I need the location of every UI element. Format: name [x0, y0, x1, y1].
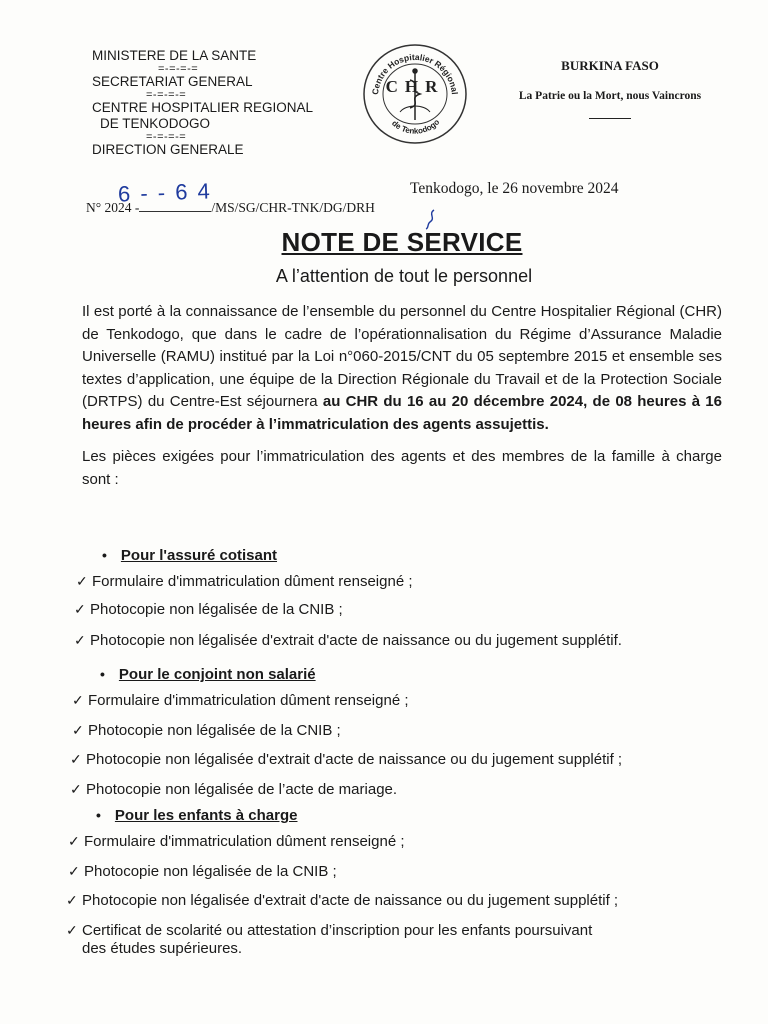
check-icon: ✓ — [72, 721, 84, 738]
country-block — [500, 58, 720, 119]
ministry-name: MINISTERE DE LA SANTE — [92, 48, 257, 63]
check-icon: ✓ — [68, 833, 80, 849]
bullet-icon: • — [96, 807, 101, 823]
reference-suffix: /MS/SG/CHR-TNK/DG/DRH — [211, 200, 375, 215]
check-icon: ✓ — [74, 600, 86, 617]
country-name: BURKINA FASO — [561, 58, 659, 73]
logo-bottom-text: de Tenkodogo — [390, 117, 442, 136]
list-item: ✓ Formulaire d'immatriculation dûment renseigné ; — [0, 570, 768, 594]
section-title: • Pour les enfants à charge — [96, 807, 298, 824]
section-insured — [0, 547, 768, 653]
reference-prefix: N° 2024 - — [86, 200, 140, 215]
divider — [589, 118, 631, 119]
logo-letters: CHR — [385, 77, 445, 96]
list-item-continuation: des études supérieures. — [82, 940, 243, 957]
place-and-date: Tenkodogo, le 26 novembre 2024 — [410, 180, 619, 197]
list-item: ✓ Photocopie non légalisée d'extrait d'acte de naissance ou du jugement supplétif ; — [0, 748, 768, 772]
list-item: ✓ Photocopie non légalisée de la CNIB ; — [0, 719, 768, 743]
section-title: • Pour le conjoint non salarié — [100, 666, 316, 683]
secretariat-name: SECRETARIAT GENERAL — [92, 74, 253, 89]
reference-number — [86, 199, 375, 216]
list-item: ✓ Photocopie non légalisée de la CNIB ; — [0, 860, 768, 884]
check-icon: ✓ — [72, 692, 84, 708]
section-spouse — [0, 666, 768, 801]
check-icon: ✓ — [68, 862, 80, 879]
check-icon: ✓ — [66, 921, 78, 938]
handwritten-reference-number: 6 - - 6 4 — [117, 178, 213, 207]
list-item: ✓ Formulaire d'immatriculation dûment renseigné ; — [0, 689, 768, 713]
check-icon: ✓ — [70, 780, 82, 797]
logo-top-text: Centre Hospitalier Régional — [369, 51, 460, 96]
intro-bold-text: au CHR du 16 au 20 décembre 2024, de 08 heures à 16 heures afin de procéder à l’immatriculation des agents assujettis. — [82, 393, 722, 433]
bullet-icon: • — [100, 666, 105, 682]
section-title: • Pour l'assuré cotisant — [102, 547, 278, 564]
list-item: ✓ Photocopie non légalisée de l’acte de mariage. — [0, 778, 768, 802]
list-item: ✓ Formulaire d'immatriculation dûment renseigné ; — [0, 830, 768, 854]
list-item: ✓ Photocopie non légalisée de la CNIB ; — [0, 598, 768, 622]
hospital-name-line2: DE TENKODOGO — [100, 116, 211, 131]
check-icon: ✓ — [70, 751, 82, 767]
list-item: ✓ Photocopie non légalisée d'extrait d'acte de naissance ou du jugement supplétif. — [0, 629, 768, 653]
list-item: ✓ Photocopie non légalisée d'extrait d'acte de naissance ou du jugement supplétif ; — [0, 889, 768, 913]
check-icon: ✓ — [66, 892, 78, 908]
list-item: ✓ Certificat de scolarité ou attestation d’inscription pour les enfants poursuivant — [0, 919, 768, 943]
document-subtitle: A l’attention de tout le personnel — [275, 266, 533, 286]
intro-paragraph: Il est porté à la connaissance de l’ensemble du personnel du Centre Hospitalier Régional (CHR) de Tenkodogo, que dans le cadre de l’opérationnalisation du Régime d’Assurance Maladie Universelle (RAMU) institué par la Loi n°060-2015/CNT du 05 septembre 2015 et ensemble ses textes d’application, une équipe de la Direction Régionale du Travail et de la Protection Sociale (DRTPS) du Centre-Est séjournera au CHR du 16 au 20 décembre 2024, de 08 heures à 16 heures afin de procéder à l’immatriculation des agents assujettis. — [82, 303, 722, 433]
check-icon: ✓ — [74, 632, 86, 648]
check-icon: ✓ — [76, 573, 88, 589]
separator: =-=-=-= — [146, 89, 187, 101]
bullet-icon: • — [102, 547, 107, 563]
document-title: NOTE DE SERVICE — [281, 227, 523, 257]
direction-name: DIRECTION GENERALE — [92, 142, 244, 157]
hospital-name-line1: CENTRE HOSPITALIER REGIONAL — [92, 100, 314, 115]
pieces-paragraph: Les pièces exigées pour l’immatriculation des agents et des membres de la famille à charge sont : — [82, 448, 722, 488]
separator: =-=-=-= — [158, 63, 199, 75]
separator: =-=-=-= — [146, 131, 187, 143]
national-motto: La Patrie ou la Mort, nous Vaincrons — [518, 90, 702, 102]
hospital-logo — [360, 42, 470, 146]
issuer-block — [92, 48, 313, 158]
section-children — [0, 807, 768, 961]
reference-blank — [139, 199, 211, 212]
notice-body — [82, 301, 722, 491]
